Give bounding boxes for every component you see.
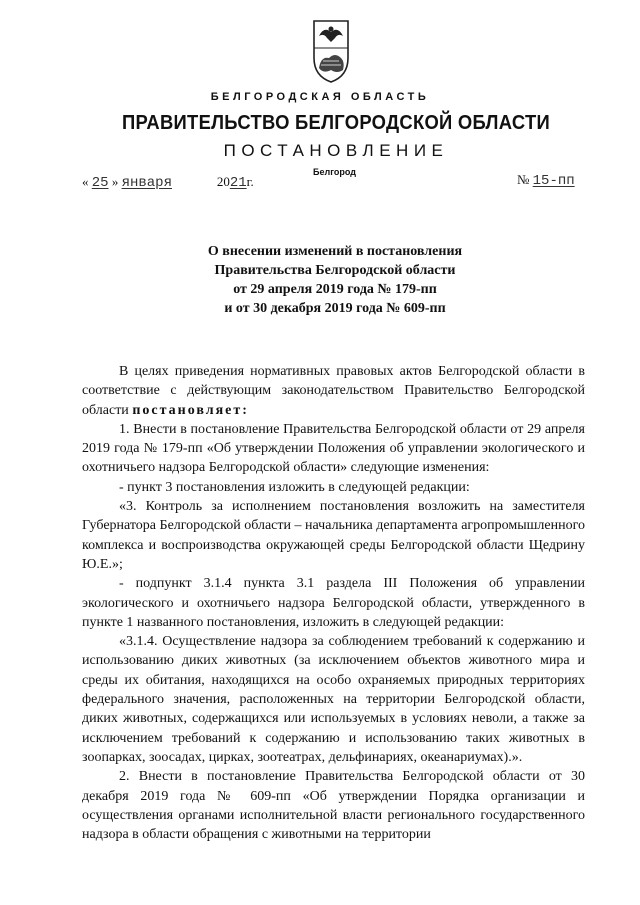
number-value: 15-пп (532, 173, 575, 189)
document-title (140, 242, 530, 318)
document-body (82, 362, 585, 844)
date-year-abbr: г. (246, 174, 254, 189)
clause-1: 1. Внести в постановление Правительства Белгородской области от 29 апреля 2019 года № 179-пп «Об утверждении Положения об управлении экологического и охотничьего надзора Белгородской области» следующие изменения: (82, 421, 585, 476)
date-year-suffix: 21 (229, 175, 247, 191)
document-number (517, 172, 575, 189)
region-name: БЕЛГОРОДСКАЯ ОБЛАСТЬ (210, 91, 430, 103)
date-open-quote: « (82, 174, 89, 189)
clause-1-item-2: - подпункт 3.1.4 пункта 3.1 раздела III Положения об управлении экологического и охотничьего надзора Белгородской области, утвержденного в пункте 1 названного постановления, изложить в следующей редакции: (82, 576, 585, 630)
date-year-prefix: 20 (216, 174, 230, 189)
preamble-paragraph: В целях приведения нормативных правовых актов Белгородской области в соответствие с действующим законодательством Правительство Белгородской области постановляет: (82, 364, 585, 418)
title-line: Правительства Белгородской области (214, 263, 456, 278)
date-day: 25 (91, 175, 109, 191)
document-date (82, 174, 254, 191)
coat-of-arms-icon (311, 18, 351, 84)
title-line: от 29 апреля 2019 года № 179-пп (233, 282, 437, 297)
clause-1-quote-1: «3. Контроль за исполнением постановления возложить на заместителя Губернатора Белгородской области – начальника департамента агропромышленного комплекса и воспроизводства окружающей среды Белгородской области Щедрину Ю.Е.»; (82, 499, 585, 572)
date-month: января (121, 175, 172, 191)
number-label: № (517, 172, 530, 187)
city-name: Белгород (313, 167, 356, 177)
government-name: ПРАВИТЕЛЬСТВО БЕЛГОРОДСКОЙ ОБЛАСТИ (121, 112, 550, 134)
clause-1-quote-2: «3.1.4. Осуществление надзора за соблюдением требований к содержанию и использованию диких животных (за исключением объектов животного мира и среды их обитания, находящихся на особо охраняемых природных территориях федерального значения, расположенных на территории Белгородской области, диких животных, содержащихся или используемых в условиях неволи, а также за исключением требований к содержанию и использованию таких животных в зоопарках, зоосадах, цирках, зоотеатрах, дельфинариях, океанариумах).». (82, 634, 585, 765)
title-line: и от 30 декабря 2019 года № 609-пп (224, 301, 446, 316)
date-close-quote: » (111, 174, 119, 189)
clause-1-item-1: - пункт 3 постановления изложить в следующей редакции: (119, 479, 470, 495)
clause-2: 2. Внести в постановление Правительства Белгородской области от 30 декабря 2019 года № 609-пп «Об утверждении Порядка организации и осуществления органами исполнительной власти регионального государственного надзора в области обращения с животными на территории (82, 769, 585, 843)
title-line: О внесении изменений в постановления (207, 244, 463, 259)
resolves-word: постановляет (132, 402, 243, 418)
document-type: ПОСТАНОВЛЕНИЕ (223, 141, 449, 160)
